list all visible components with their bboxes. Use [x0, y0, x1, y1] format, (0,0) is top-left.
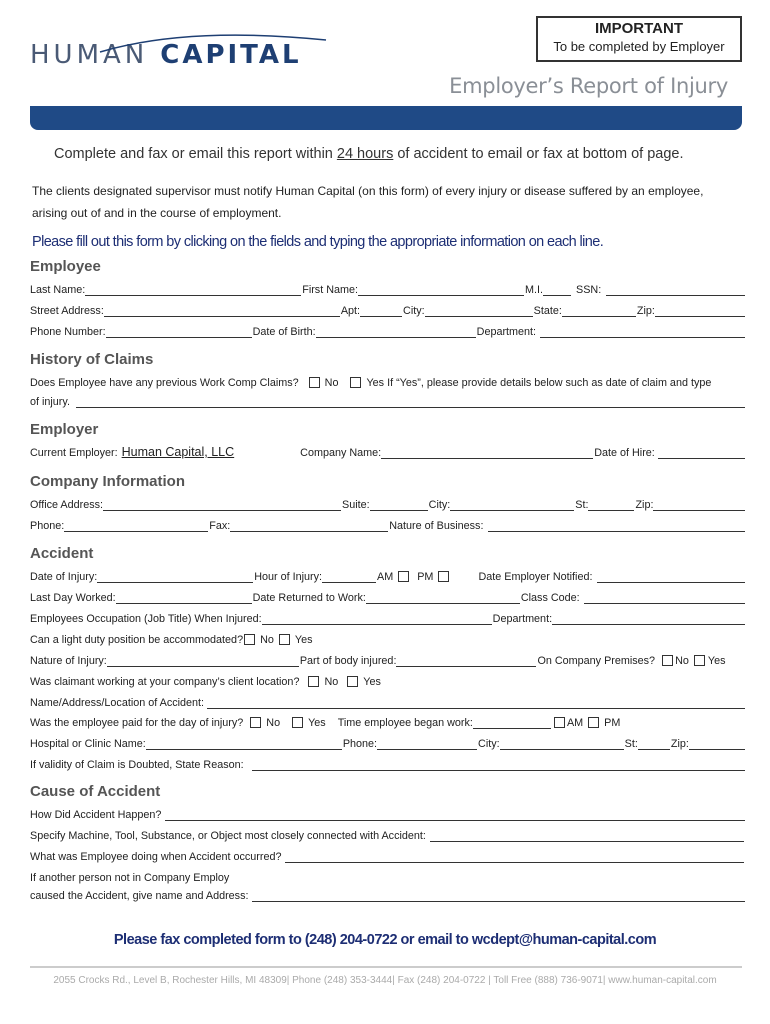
date-injury-field[interactable]: [97, 571, 253, 583]
fax-email-instruction: Please fax completed form to (248) 204-0722 or email to wcdept@human-capital.com: [113, 932, 657, 948]
state-field[interactable]: [562, 305, 636, 317]
logo-human-text: HUMAN: [30, 40, 149, 70]
doing-label: What was Employee doing when Accident occurred?: [30, 851, 282, 863]
important-title: IMPORTANT: [594, 20, 684, 37]
cause-row-2: [30, 826, 746, 842]
history-row-1: [30, 373, 746, 389]
premises-question: On Company Premises?: [537, 655, 656, 667]
intro-line: [54, 146, 684, 162]
nature-injury-field[interactable]: [107, 655, 299, 667]
occupation-field[interactable]: [262, 613, 492, 625]
light-duty-no-checkbox[interactable]: [244, 634, 255, 645]
hospital-phone-field[interactable]: [377, 738, 477, 750]
company-phone-field[interactable]: [64, 520, 208, 532]
hospital-city-field[interactable]: [500, 738, 624, 750]
another-person-label-2: caused the Accident, give name and Address:: [30, 890, 249, 902]
cause-row-4: [30, 868, 746, 884]
employee-row-2: [30, 301, 746, 317]
hospital-label: Hospital or Clinic Name:: [30, 738, 146, 750]
premises-no-label: No: [675, 655, 689, 667]
how-label: How Did Accident Happen?: [30, 809, 162, 821]
accident-department-field[interactable]: [552, 613, 745, 625]
class-code-field[interactable]: [584, 592, 745, 604]
company-st-field[interactable]: [588, 499, 634, 511]
part-body-field[interactable]: [396, 655, 536, 667]
current-employer-label: Current Employer:: [30, 447, 118, 459]
hospital-st-label: St:: [624, 738, 638, 750]
light-duty-no-label: No: [260, 634, 274, 646]
light-duty-yes-label: Yes: [294, 634, 313, 646]
accident-row-5: [30, 651, 746, 667]
notice-paragraph-1: The clients designated supervisor must notify Human Capital (on this form) of every injury or disease suffered by an employee,: [32, 184, 704, 198]
client-location-no-label: No: [324, 676, 339, 688]
how-field[interactable]: [165, 809, 745, 821]
history-row-2: [30, 392, 746, 408]
previous-claims-no-checkbox[interactable]: [309, 377, 320, 388]
phone-field[interactable]: [106, 326, 252, 338]
accident-row-10: [30, 755, 746, 771]
date-of-hire-field[interactable]: [658, 447, 745, 459]
premises-no-checkbox[interactable]: [662, 655, 673, 666]
began-pm-checkbox[interactable]: [588, 717, 599, 728]
light-duty-yes-checkbox[interactable]: [279, 634, 290, 645]
company-city-label: City:: [428, 499, 451, 511]
paid-yes-label: Yes: [308, 717, 326, 729]
first-name-field[interactable]: [358, 284, 524, 296]
am-label: AM: [377, 571, 394, 583]
notice-paragraph-2: arising out of and in the course of employment.: [32, 206, 282, 220]
client-location-yes-checkbox[interactable]: [347, 676, 358, 687]
suite-field[interactable]: [370, 499, 428, 511]
footer-divider: [30, 966, 742, 968]
cause-row-3: [30, 847, 746, 863]
machine-field[interactable]: [430, 830, 744, 842]
validity-label: If validity of Claim is Doubted, State Reason:: [30, 759, 244, 771]
occupation-label: Employees Occupation (Job Title) When Injured:: [30, 613, 262, 625]
time-began-label: Time employee began work:: [337, 717, 473, 729]
paid-no-label: No: [266, 717, 281, 729]
light-duty-question: Can a light duty position be accommodated?: [30, 634, 244, 646]
important-subtitle: To be completed by Employer: [553, 39, 725, 54]
office-address-field[interactable]: [103, 499, 341, 511]
report-title: Employer’s Report of Injury: [449, 74, 728, 98]
began-pm-label: PM: [604, 717, 621, 729]
date-returned-field[interactable]: [366, 592, 520, 604]
department-field[interactable]: [540, 326, 745, 338]
section-employee: Employee: [30, 258, 101, 275]
employee-row-1: [30, 280, 746, 296]
cause-row-1: [30, 805, 746, 821]
current-employer-value[interactable]: Human Capital, LLC: [121, 445, 235, 459]
machine-label: Specify Machine, Tool, Substance, or Object most closely connected with Accident:: [30, 830, 426, 842]
date-notified-label: Date Employer Notified:: [478, 571, 593, 583]
accident-row-6: [30, 672, 746, 688]
accident-row-2: [30, 588, 746, 604]
client-location-question: Was claimant working at your company’s client location?: [30, 676, 300, 688]
another-person-field[interactable]: [252, 890, 745, 902]
instruction-text: Please fill out this form by clicking on the fields and typing the appropriate information on each line.: [32, 234, 604, 250]
claims-details-field[interactable]: [76, 396, 745, 408]
validity-field[interactable]: [252, 759, 745, 771]
hospital-st-field[interactable]: [638, 738, 670, 750]
employer-row: [30, 443, 746, 459]
employee-row-3: [30, 322, 746, 338]
dob-field[interactable]: [316, 326, 476, 338]
name-address-field[interactable]: [207, 697, 745, 709]
footer-address: 2055 Crocks Rd., Level B, Rochester Hills, MI 48309| Phone (248) 353-3444| Fax (248) 204-0722 | Toll Free (888) 736-9071| www.human-capital.com: [53, 975, 717, 986]
hospital-phone-label: Phone:: [342, 738, 378, 750]
first-name-label: First Name:: [302, 284, 359, 296]
intro-pre: Complete and fax or email this report within: [54, 146, 337, 162]
date-returned-label: Date Returned to Work:: [252, 592, 366, 604]
class-code-label: Class Code:: [520, 592, 580, 604]
previous-claims-no-label: No: [324, 377, 339, 389]
last-name-label: Last Name:: [30, 284, 86, 296]
accident-row-8: [30, 713, 746, 729]
street-field[interactable]: [104, 305, 340, 317]
apt-label: Apt:: [340, 305, 361, 317]
injury-type-label: of injury.: [30, 396, 71, 408]
nature-injury-label: Nature of Injury:: [30, 655, 107, 667]
office-address-label: Office Address:: [30, 499, 104, 511]
date-of-hire-label: Date of Hire:: [594, 447, 655, 459]
am-checkbox[interactable]: [398, 571, 409, 582]
accident-row-9: [30, 734, 746, 750]
began-am-checkbox[interactable]: [554, 717, 565, 728]
suite-label: Suite:: [342, 499, 370, 511]
nature-business-label: Nature of Business:: [389, 520, 484, 532]
date-injury-label: Date of Injury:: [30, 571, 98, 583]
company-row-2: [30, 516, 746, 532]
paid-question: Was the employee paid for the day of injury?: [30, 717, 244, 729]
another-person-label-1: If another person not in Company Employ: [30, 872, 230, 884]
intro-hours: 24 hours: [336, 146, 394, 162]
hour-injury-field[interactable]: [322, 571, 376, 583]
cause-row-5: [30, 886, 746, 902]
previous-claims-question: Does Employee have any previous Work Comp Claims?: [30, 377, 299, 389]
dob-label: Date of Birth:: [252, 326, 316, 338]
section-cause: Cause of Accident: [30, 783, 161, 800]
paid-yes-checkbox[interactable]: [292, 717, 303, 728]
accident-row-3: [30, 609, 746, 625]
city-field[interactable]: [425, 305, 533, 317]
company-row-1: [30, 495, 746, 511]
company-st-label: St:: [575, 499, 589, 511]
hospital-zip-label: Zip:: [670, 738, 689, 750]
department-label: Department:: [476, 326, 537, 338]
name-address-label: Name/Address/Location of Accident:: [30, 697, 205, 709]
ssn-label: SSN:: [576, 284, 602, 296]
company-name-label: Company Name:: [300, 447, 382, 459]
section-company: Company Information: [30, 473, 186, 490]
previous-claims-yes-checkbox[interactable]: [350, 377, 361, 388]
accident-row-7: [30, 693, 746, 709]
company-name-field[interactable]: [381, 447, 593, 459]
section-history: History of Claims: [30, 351, 154, 368]
header-bar: [30, 106, 742, 130]
hour-injury-label: Hour of Injury:: [254, 571, 323, 583]
important-notice: [536, 16, 742, 62]
section-accident: Accident: [30, 545, 94, 562]
mi-field[interactable]: [543, 284, 571, 296]
accident-department-label: Department:: [492, 613, 553, 625]
company-fax-label: Fax:: [209, 520, 231, 532]
last-day-label: Last Day Worked:: [30, 592, 116, 604]
ssn-field[interactable]: [606, 284, 745, 296]
paid-no-checkbox[interactable]: [250, 717, 261, 728]
previous-claims-yes-label: Yes If “Yes”, please provide details below such as date of claim and type: [366, 377, 712, 389]
company-zip-field[interactable]: [653, 499, 745, 511]
pm-label: PM: [417, 571, 434, 583]
client-location-no-checkbox[interactable]: [308, 676, 319, 687]
part-body-label: Part of body injured:: [299, 655, 397, 667]
company-logo: [30, 40, 302, 74]
city-label: City:: [403, 305, 425, 317]
client-location-yes-label: Yes: [363, 676, 381, 688]
company-phone-label: Phone:: [30, 520, 65, 532]
hospital-field[interactable]: [146, 738, 342, 750]
hospital-city-label: City:: [478, 738, 500, 750]
mi-label: M.I.: [525, 284, 544, 296]
last-name-field[interactable]: [85, 284, 301, 296]
company-fax-field[interactable]: [230, 520, 388, 532]
section-employer: Employer: [30, 421, 99, 438]
state-label: State:: [533, 305, 562, 317]
accident-row-4: [30, 630, 746, 646]
premises-yes-checkbox[interactable]: [694, 655, 705, 666]
logo-capital-text: CAPITAL: [160, 40, 302, 70]
logo-swoosh-icon: [98, 30, 328, 54]
pm-checkbox[interactable]: [438, 571, 449, 582]
street-label: Street Address:: [30, 305, 104, 317]
phone-label: Phone Number:: [30, 326, 106, 338]
company-zip-label: Zip:: [635, 499, 654, 511]
last-day-field[interactable]: [116, 592, 252, 604]
zip-field[interactable]: [655, 305, 745, 317]
doing-field[interactable]: [285, 851, 744, 863]
intro-post: of accident to email or fax at bottom of page.: [393, 146, 684, 162]
nature-business-field[interactable]: [488, 520, 745, 532]
began-am-label: AM: [566, 717, 584, 729]
premises-yes-label: Yes: [707, 655, 726, 667]
zip-label: Zip:: [636, 305, 655, 317]
hospital-zip-field[interactable]: [689, 738, 745, 750]
date-notified-field[interactable]: [597, 571, 745, 583]
apt-field[interactable]: [360, 305, 402, 317]
company-city-field[interactable]: [450, 499, 574, 511]
accident-row-1: [30, 567, 746, 583]
time-began-field[interactable]: [473, 717, 551, 729]
